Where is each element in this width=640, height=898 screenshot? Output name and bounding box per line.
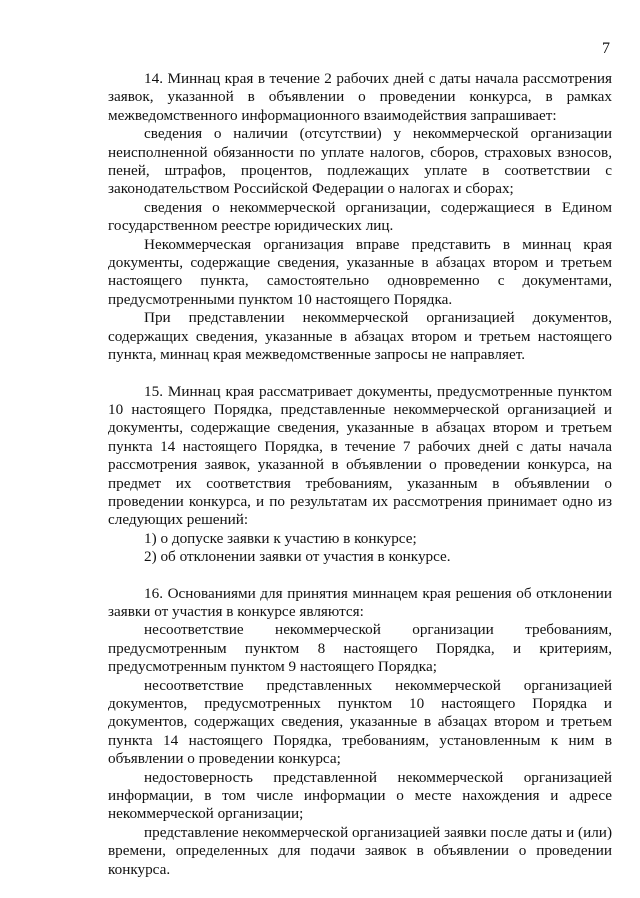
document-body <box>108 70 612 879</box>
paragraph: сведения о некоммерческой организации, содержащиеся в Едином государственном реестре юридических лиц. <box>108 198 612 235</box>
page-number: 7 <box>602 40 610 57</box>
paragraph: недостоверность представленной некоммерческой организацией информации, в том числе информации о месте нахождения и адресе некоммерческой организации; <box>108 768 612 823</box>
paragraph: несоответствие представленных некоммерческой организацией документов, предусмотренных пунктом 10 настоящего Порядка и документов, содержащих сведения, указанные в абзацах втором и третьем пункта 14 настоящего Порядка, требованиям, установленным к ним в объявлении о проведении конкурса; <box>108 676 612 768</box>
paragraph: 14. Миннац края в течение 2 рабочих дней с даты начала рассмотрения заявок, указанной в объявлении о проведении конкурса, в рамках межведомственного информационного взаимодействия запрашивает: <box>108 70 612 124</box>
section-15 <box>108 383 612 567</box>
paragraph: Некоммерческая организация вправе представить в миннац края документы, содержащие сведения, указанные в абзацах втором и третьем настоящего пункта, самостоятельно одновременно с документами, предусмотренными пунктом 10 настоящего Порядка. <box>108 235 612 308</box>
list-item: 2) об отклонении заявки от участия в конкурсе. <box>144 548 451 566</box>
paragraph: 15. Миннац края рассматривает документы, предусмотренные пунктом 10 настоящего Порядка, представленные некоммерческой организацией и документы, содержащие сведения, указанные в абзацах втором и третьем пункта 14 настоящего Порядка, в течение 7 рабочих дней с даты начала рассмотрения заявок, указанной в объявлении о проведении конкурса, на предмет их соответствия требованиям, указанным в объявлении о проведении конкурса, и по результатам их рассмотрения принимает одно из следующих решений: <box>108 382 612 529</box>
paragraph: При представлении некоммерческой организацией документов, содержащих сведения, указанные в абзацах втором и третьем настоящего пункта, миннац края межведомственные запросы не направляет. <box>108 309 612 364</box>
section-16 <box>108 585 612 880</box>
paragraph: сведения о наличии (отсутствии) у некоммерческой организации неисполненной обязанности по уплате налогов, сборов, страховых взносов, пеней, штрафов, процентов, подлежащих уплате в соответствии с законодательством Российской Федерации о налогах и сборах; <box>108 125 612 198</box>
list-item: 1) о допуске заявки к участию в конкурсе; <box>144 529 417 547</box>
paragraph: несоответствие некоммерческой организации требованиям, предусмотренным пунктом 8 настоящего Порядка, и критериям, предусмотренным пунктом 9 настоящего Порядка; <box>108 621 612 676</box>
paragraph: представление некоммерческой организацией заявки после даты и (или) времени, определенных для подачи заявок в объявлении о проведении конкурса. <box>108 823 612 878</box>
section-14 <box>108 70 612 365</box>
paragraph: 16. Основаниями для принятия миннацем края решения об отклонении заявки от участия в конкурсе являются: <box>108 584 612 620</box>
